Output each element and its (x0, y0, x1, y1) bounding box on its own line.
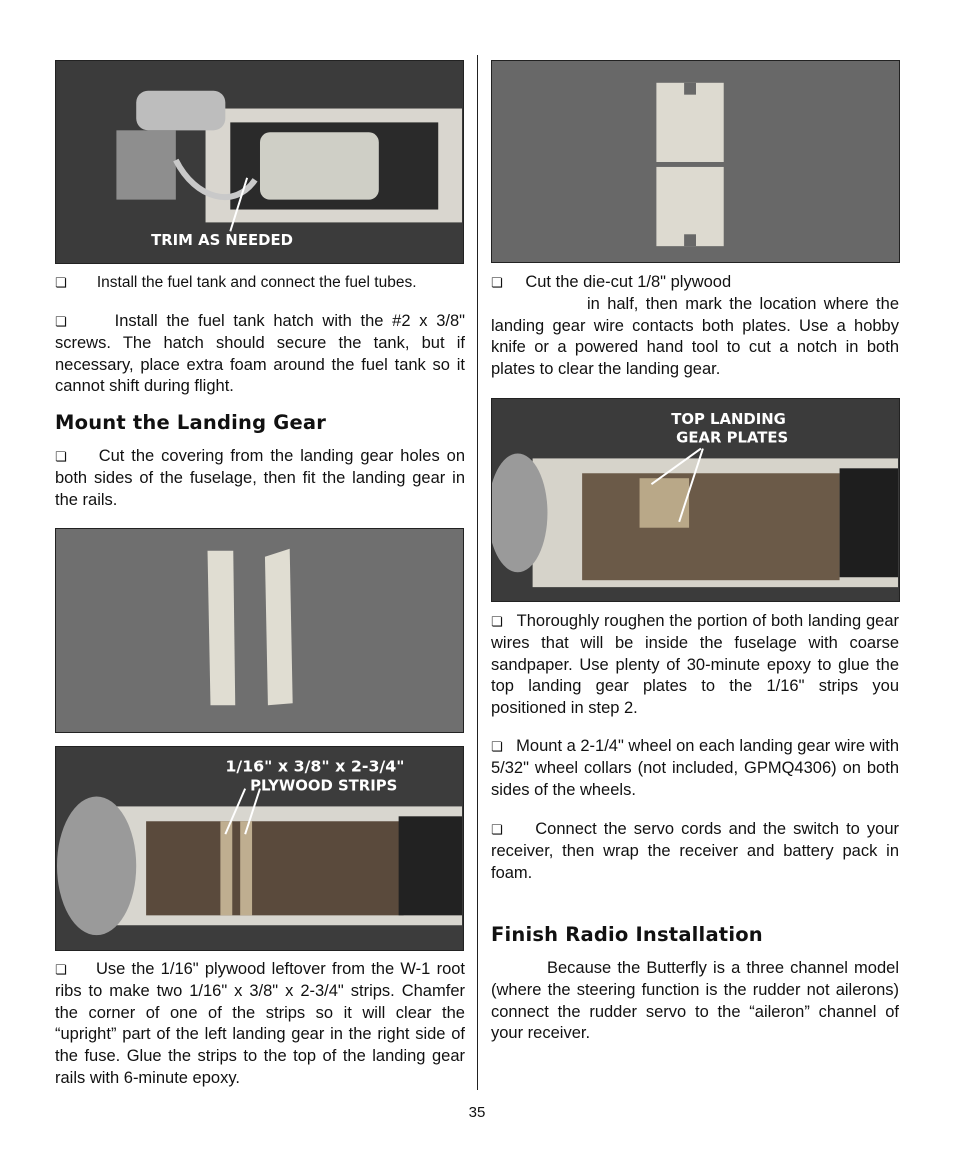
checkbox-icon[interactable]: ❏ (55, 275, 67, 290)
photo-plywood-plates (491, 60, 900, 263)
radio-installation-text: Because the Butterfly is a three channel model (where the steering function is the rudder not ailerons) connect the rudder servo to the “aileron” channel of your receiver. (491, 959, 899, 1043)
heading-mount-landing-gear: Mount the Landing Gear (55, 411, 327, 434)
trim-caption: TRIM AS NEEDED (151, 231, 293, 250)
step-install-hatch: ❏ Install the fuel tank hatch with the #2 x 3/8" screws. The hatch should secure the tank, but if necessary, place extra foam around the fuel tank so it cannot shift during flight. (55, 312, 465, 396)
photo-fuel-tank (55, 60, 464, 264)
checkbox-icon[interactable]: ❏ (491, 822, 503, 837)
checkbox-icon[interactable]: ❏ (491, 614, 503, 629)
step-cut-covering: ❏ Cut the covering from the landing gear holes on both sides of the fuselage, then fit the landing gear in the rails. (55, 447, 465, 509)
top-plates-illustration (492, 399, 899, 601)
strips-illustration (56, 529, 463, 732)
top-plates-caption-line1: TOP LANDING (671, 409, 786, 428)
top-plates-caption-line2: GEAR PLATES (676, 428, 789, 447)
photo-top-landing-plates (491, 398, 900, 602)
strips-installed-illustration (56, 747, 463, 950)
step-roughen-wires: ❏ Thoroughly roughen the portion of both landing gear wires that will be inside the fuselage with coarse sandpaper. Use plenty of 30-minute epoxy to glue the top landing gear plates to the 1/16" strips you positioned in step 2. (491, 612, 900, 718)
checkbox-icon[interactable]: ❏ (491, 739, 503, 754)
step-install-fuel-tank: ❏ Install the fuel tank and connect the fuel tubes. (55, 272, 467, 294)
photo-plywood-strips (55, 528, 464, 733)
checkbox-icon[interactable]: ❏ (55, 962, 67, 977)
strips-caption-line2: PLYWOOD STRIPS (250, 776, 398, 795)
checkbox-icon[interactable]: ❏ (491, 275, 503, 290)
step-connect-servos: ❏ Connect the servo cords and the switch to your receiver, then wrap the receiver and battery pack in foam. (491, 820, 899, 882)
fuel-tank-illustration (56, 61, 463, 263)
page-number: 35 (468, 1104, 486, 1121)
column-divider (477, 55, 478, 1090)
heading-finish-radio: Finish Radio Installation (491, 923, 763, 946)
plates-illustration (492, 61, 899, 262)
step-make-strips: ❏ Use the 1/16" plywood leftover from the W-1 root ribs to make two 1/16" x 3/8" x 2-3/4" strips. Chamfer the corner of one of the strips so it will clear the “upright” part of the left landing gear in the right side of the fuse. Glue the strips to the top of the landing gear rails with 6-minute epoxy. (55, 960, 466, 1087)
strips-caption-line1: 1/16" x 3/8" x 2-3/4" (225, 756, 405, 776)
checkbox-icon[interactable]: ❏ (55, 314, 67, 329)
checkbox-icon[interactable]: ❏ (55, 449, 67, 464)
step-cut-plywood: ❏ Cut the die-cut 1/8" plywood in half, then mark the location where the landing gear wire contacts both plates. Use a hobby knife or a powered hand tool to cut a notch in both plates to clear the landing gear. (491, 273, 899, 379)
step-mount-wheels: ❏ Mount a 2-1/4" wheel on each landing gear wire with 5/32" wheel collars (not included, GPMQ4306) on both sides of the wheels. (491, 737, 900, 799)
photo-strips-installed (55, 746, 464, 951)
